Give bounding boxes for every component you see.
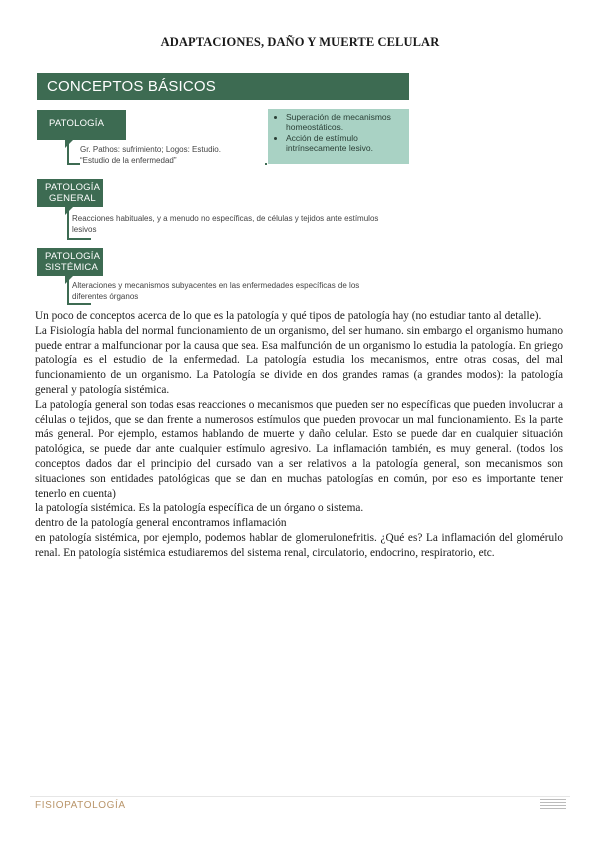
callout-connector — [67, 238, 91, 240]
paragraph: La patología general son todas esas reacciones o mecanismos que pueden ser no específicas que pueden involucrar a células o tejidos, que se dan frente a numerosos estímulos que pueden provocar un mal funcionamiento. Es la parte más general. Por ejemplo, estamos hablando de muerte y daño celular. Esto se puede dar en cualquier situación patológica, se puede dar ante cualquier estímulo agresivo. La inflamación también, es muy general. (todos los conceptos dados dar el principio del cursado van a ser relativos a la patología general, son mecanismos son situaciones son entidades patológicas que se dan en muchas patologías en común, por eso es importante tener tenerlo en cuenta) — [35, 398, 563, 500]
paragraph: dentro de la patología general encontramos inflamación — [35, 517, 287, 530]
paragraph: Un poco de conceptos acerca de lo que es la patología y qué tipos de patología hay (no estudiar tanto al detalle). — [35, 310, 542, 322]
info-list — [272, 112, 405, 153]
paragraph: la patología sistémica. Es la patología específica de un órgano o sistema. — [35, 502, 364, 515]
body-text — [35, 309, 563, 561]
tag-label: PATOLOGÍA — [49, 118, 105, 129]
callout-connector — [67, 303, 91, 305]
document-title: ADAPTACIONES, DAÑO Y MUERTE CELULAR — [160, 35, 440, 49]
sistemica-definition: Alteraciones y mecanismos subyacentes en las enfermedades específicas de los diferentes órganos — [72, 280, 390, 302]
tag-label: PATOLOGÍA — [45, 251, 101, 262]
general-definition: Reacciones habituales, y a menudo no específicas, de células y tejidos ante estímulos lesivos — [72, 213, 390, 235]
definition-line: Gr. Pathos: sufrimiento; Logos: Estudio. — [80, 145, 221, 154]
footer-label: FISIOPATOLOGÍA — [35, 800, 126, 811]
tag-patologia — [37, 110, 126, 140]
concepts-banner: CONCEPTOS BÁSICOS — [37, 73, 409, 100]
tag-label: GENERAL — [49, 193, 96, 204]
info-bullet: • Superación de mecanismos homeostáticos. — [286, 112, 405, 132]
tag-patologia-general — [37, 179, 103, 207]
tag-patologia-sistemica — [37, 248, 103, 276]
definition-line: “Estudio de la enfermedad” — [80, 156, 177, 165]
patologia-definition — [80, 144, 265, 166]
tag-label: PATOLOGÍA — [45, 182, 101, 193]
footer-logo-icon — [540, 799, 566, 811]
info-bullet: • Acción de estímulo intrínsecamente lesivo. — [286, 133, 405, 153]
tag-label: SISTÉMICA — [45, 262, 99, 273]
paragraph: La Fisiología habla del normal funcionamiento de un organismo, del ser humano. sin embargo el organismo humano puede entrar a malfuncionar por la causa que sea. Esa malfunción de un organismo lo estudia la patología. En griego patología es el estudio de la enfermedad. La patología estudia los mecanismos, entre otras cosas, del mal funcionamiento de un organismo. La Patología se divide en dos grandes ramas (a grandes modos): la patología general y patología sistémica. — [35, 324, 563, 396]
info-box — [268, 109, 409, 164]
tag-notch — [65, 140, 73, 148]
paragraph: en patología sistémica, por ejemplo, podemos hablar de glomerulonefritis. ¿Qué es? La inflamación del glomérulo renal. En patología sistémica estudiaremos del sistema renal, circulatorio, endocrino, respiratorio, etc. — [35, 531, 563, 559]
footer-divider — [30, 796, 570, 797]
